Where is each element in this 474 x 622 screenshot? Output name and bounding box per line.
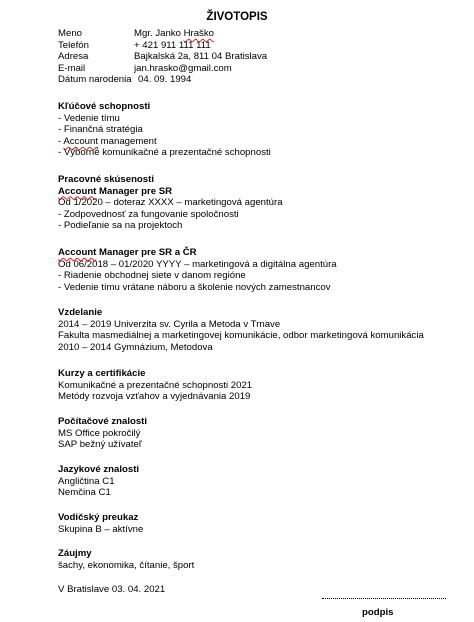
job-title: Account Manager pre SR — [58, 185, 173, 197]
section-heading: Počítačové znalosti — [58, 416, 148, 427]
experience-section — [58, 174, 458, 232]
info-value: 04. 09. 1994 — [138, 74, 192, 86]
personal-info — [58, 28, 458, 86]
job-line: - Vedenie tímu vrátane náboru a školenie nových zamestnancov — [58, 281, 331, 293]
info-value: Mgr. Janko Hraško — [134, 28, 214, 39]
course-line: Metódy rozvoja vzťahov a vyjednávania 2019 — [58, 391, 251, 403]
section-heading: Záujmy — [58, 548, 92, 559]
license-line: Skupina B – aktívne — [58, 523, 144, 535]
language-line: Angličtina C1 — [58, 475, 115, 487]
info-row-name — [58, 28, 458, 40]
experience-job2 — [58, 247, 458, 293]
info-label: Meno — [58, 28, 82, 39]
info-value: jan.hrasko@gmail.com — [134, 62, 232, 74]
place-date-text: V Bratislave 03. 04. 2021 — [58, 584, 166, 595]
interests-line: šachy, ekonomika, čítanie, šport — [58, 559, 195, 571]
signature-line — [322, 598, 446, 599]
section-heading: Kurzy a certifikácie — [58, 368, 146, 379]
education-line: Fakulta masmediálnej a marketingovej komunikácie, odbor marketingová komunikácia — [58, 330, 424, 342]
list-item: - Finančná stratégia — [58, 124, 143, 136]
job-line: - Riadenie obchodnej siete v danom regióne — [58, 270, 246, 282]
info-value: Bajkalská 2a, 811 04 Bratislava — [134, 51, 268, 63]
job-line: Od 06/2018 – 01/2020 YYYY – marketingová a digitálna agentúra — [58, 258, 337, 270]
info-label: Dátum narodenia — [58, 74, 132, 86]
education-line: 2014 – 2019 Univerzita sv. Cyrila a Metoda v Trnave — [58, 318, 281, 330]
computer-section — [58, 416, 458, 451]
info-row-birthdate — [58, 74, 458, 86]
section-heading: Pracovné skúsenosti — [58, 174, 154, 185]
info-value: + 421 911 111 111 — [134, 39, 211, 51]
section-heading: Vodičský preukaz — [58, 512, 139, 523]
job-line: Od 1/2020 – doteraz XXXX – marketingová agentúra — [58, 197, 283, 209]
info-label: E-mail — [58, 62, 86, 74]
education-line: 2010 – 2014 Gymnázium, Metodova — [58, 341, 213, 353]
list-item: - Výborné komunikačné a prezentačné schopnosti — [58, 147, 271, 159]
info-label: Telefón — [58, 39, 89, 51]
info-row-address — [58, 51, 458, 63]
computer-line: SAP bežný užívateľ — [58, 439, 142, 451]
job-line: - Podieľanie sa na projektoch — [58, 220, 183, 232]
document-title: ŽIVOTOPIS — [206, 11, 268, 23]
signature-label: podpis — [362, 607, 394, 618]
job-title: Account Manager pre SR a ČR — [58, 247, 197, 258]
interests-section — [58, 548, 458, 571]
section-heading: Vzdelanie — [58, 307, 103, 318]
job-line: - Zodpovednosť za fungovanie spoločnosti — [58, 208, 239, 220]
info-label: Adresa — [58, 51, 89, 63]
section-heading: Kľúčové schopnosti — [58, 101, 151, 112]
license-section — [58, 512, 458, 535]
language-line: Nemčina C1 — [58, 487, 111, 499]
section-heading: Jazykové znalosti — [58, 464, 140, 475]
list-item: - Vedenie tímu — [58, 112, 120, 124]
skills-section — [58, 101, 458, 159]
list-item: - Account management — [58, 135, 157, 147]
education-section — [58, 307, 458, 353]
computer-line: MS Office pokročilý — [58, 427, 141, 439]
info-row-email — [58, 63, 458, 75]
place-date — [58, 584, 458, 596]
courses-section — [58, 368, 458, 403]
languages-section — [58, 464, 458, 499]
course-line: Komunikačné a prezentačné schopnosti 2021 — [58, 379, 253, 391]
info-row-phone — [58, 40, 458, 52]
